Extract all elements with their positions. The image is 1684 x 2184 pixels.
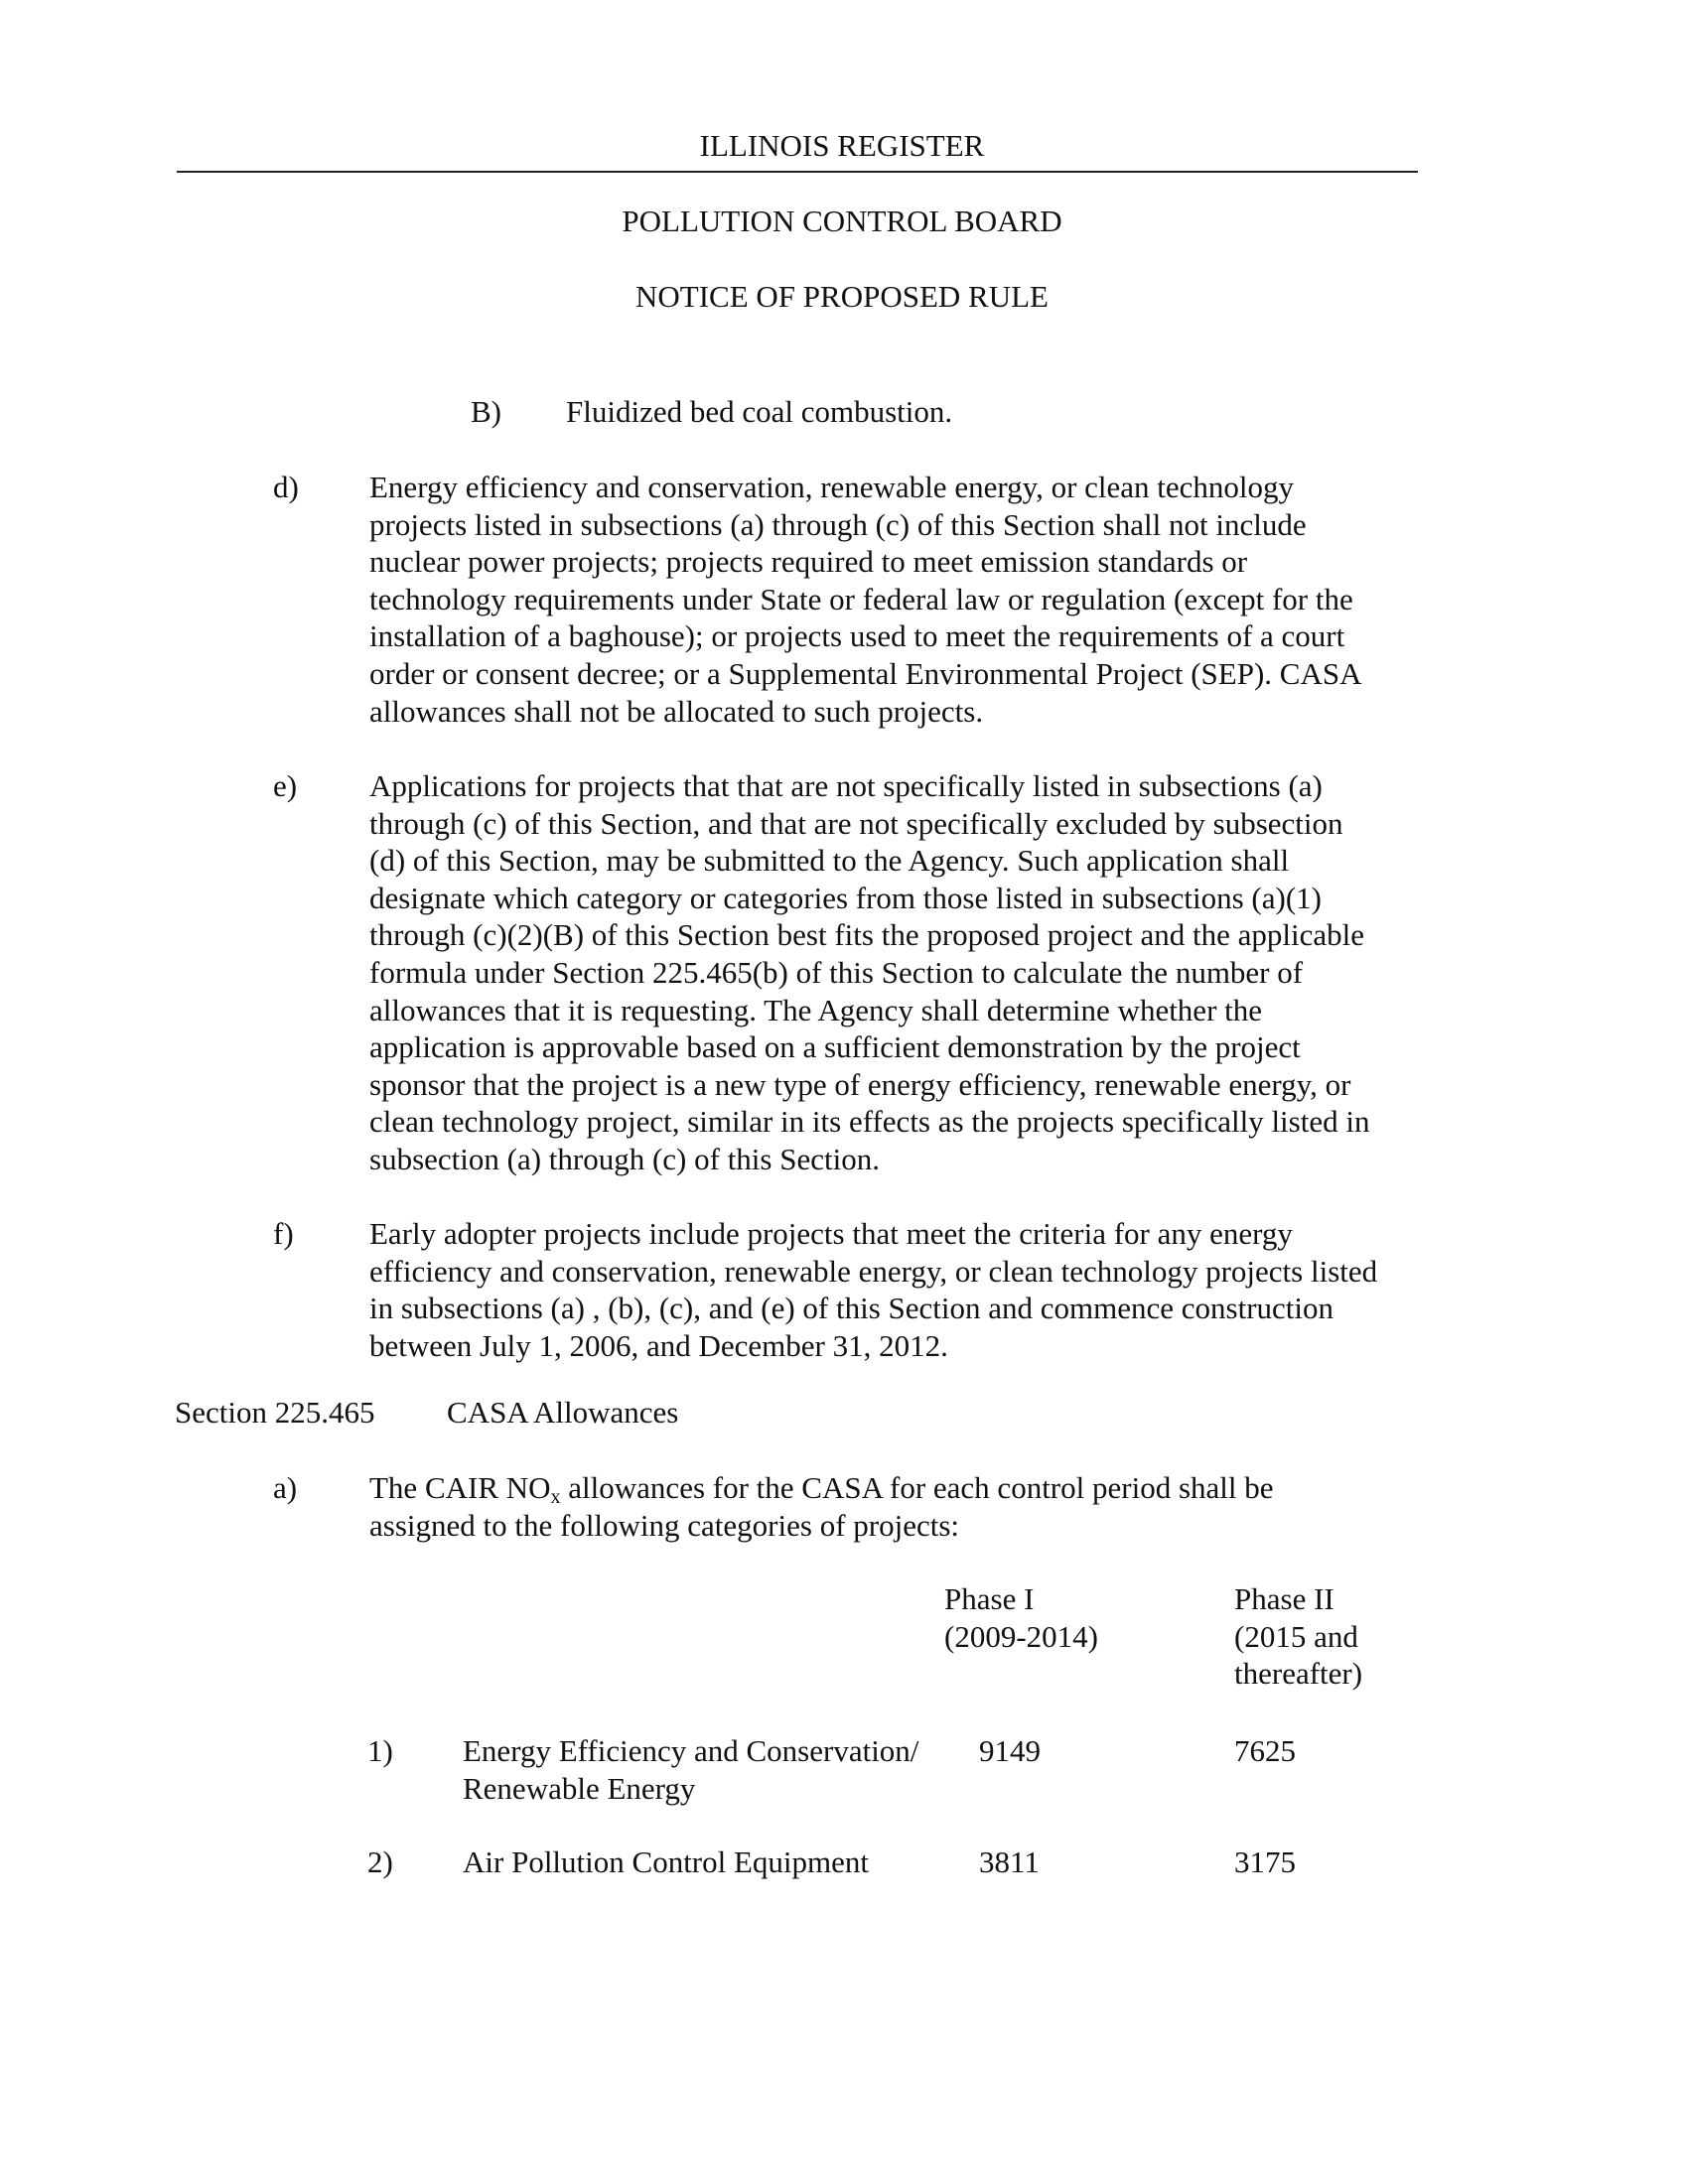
column-header-phase-1: Phase I (2009-2014) bbox=[944, 1581, 1098, 1654]
subsection-d-label: d) bbox=[273, 470, 299, 504]
header-rule bbox=[177, 171, 1418, 173]
subsection-a-line2: assigned to the following categories of projects: bbox=[369, 1508, 960, 1543]
table-row-2-category: Air Pollution Control Equipment bbox=[463, 1844, 870, 1879]
subsection-d-text: Energy efficiency and conservation, renewable energy, or clean technology projects listed in subsections (a) through (c) of this Section shall not include nuclear power projects; projects required to meet emission standards or technology requirements under State or federal law or regulation (except for the installation of a baghouse); or projects used to meet the requirements of a court order or consent decree; or a Supplemental Environmental Project (SEP). CASA allowances shall not be allocated to such projects. bbox=[369, 470, 1362, 729]
item-b-label: B) bbox=[471, 394, 501, 429]
subsection-f-label: f) bbox=[273, 1216, 294, 1251]
table-row-1-phase-1: 9149 bbox=[979, 1733, 1041, 1768]
item-b-text: Fluidized bed coal combustion. bbox=[566, 394, 953, 429]
subsection-a-line1-post: allowances for the CASA for each control period shall be bbox=[560, 1470, 1274, 1505]
subsection-e-text: Applications for projects that that are not specifically listed in subsections (a) through (c) of this Section, and that are not specifically excluded by subsection (d) of this Section, may be submitted to the Agency. Such application shall designate which category or categories from those listed in subsections (a)(1) through (c)(2)(B) of this Section best fits the proposed project and the applicable formula under Section 225.465(b) of this Section to calculate the number of allowances that it is requesting. The Agency shall determine whether the application is approvable based on a sufficient demonstration by the project sponsor that the project is a new type of energy efficiency, renewable energy, or clean technology project, similar in its effects as the projects specifically listed in subsection (a) through (c) of this Section. bbox=[369, 768, 1370, 1176]
table-row-2-phase-1: 3811 bbox=[979, 1844, 1040, 1879]
nox-subscript: x bbox=[550, 1486, 561, 1508]
subsection-a-line1 bbox=[369, 1469, 1274, 1507]
subsection-a-label: a) bbox=[273, 1470, 298, 1505]
notice-title: NOTICE OF PROPOSED RULE bbox=[635, 279, 1049, 314]
table-row-1-phase-2: 7625 bbox=[1234, 1733, 1296, 1768]
subsection-e-label: e) bbox=[273, 768, 298, 803]
register-title: ILLINOIS REGISTER bbox=[699, 128, 985, 163]
section-title: CASA Allowances bbox=[447, 1395, 679, 1430]
column-header-phase-2: Phase II (2015 and thereafter) bbox=[1234, 1581, 1363, 1692]
board-title: POLLUTION CONTROL BOARD bbox=[622, 204, 1062, 238]
section-number: Section 225.465 bbox=[175, 1395, 375, 1430]
subsection-f-text: Early adopter projects include projects that meet the criteria for any energy efficiency and conservation, renewable energy, or clean technology projects listed in subsections (a) , (b), (c), and (e) of this Section and commence construction between July 1, 2006, and December 31, 2012. bbox=[369, 1216, 1378, 1363]
table-row-2-number: 2) bbox=[367, 1844, 393, 1879]
table-row-1-number: 1) bbox=[367, 1733, 393, 1768]
subsection-a-line1-pre: The CAIR NO bbox=[369, 1470, 551, 1505]
table-row-1-category: Energy Efficiency and Conservation/ Renewable Energy bbox=[463, 1733, 919, 1806]
table-row-2-phase-2: 3175 bbox=[1234, 1844, 1296, 1879]
